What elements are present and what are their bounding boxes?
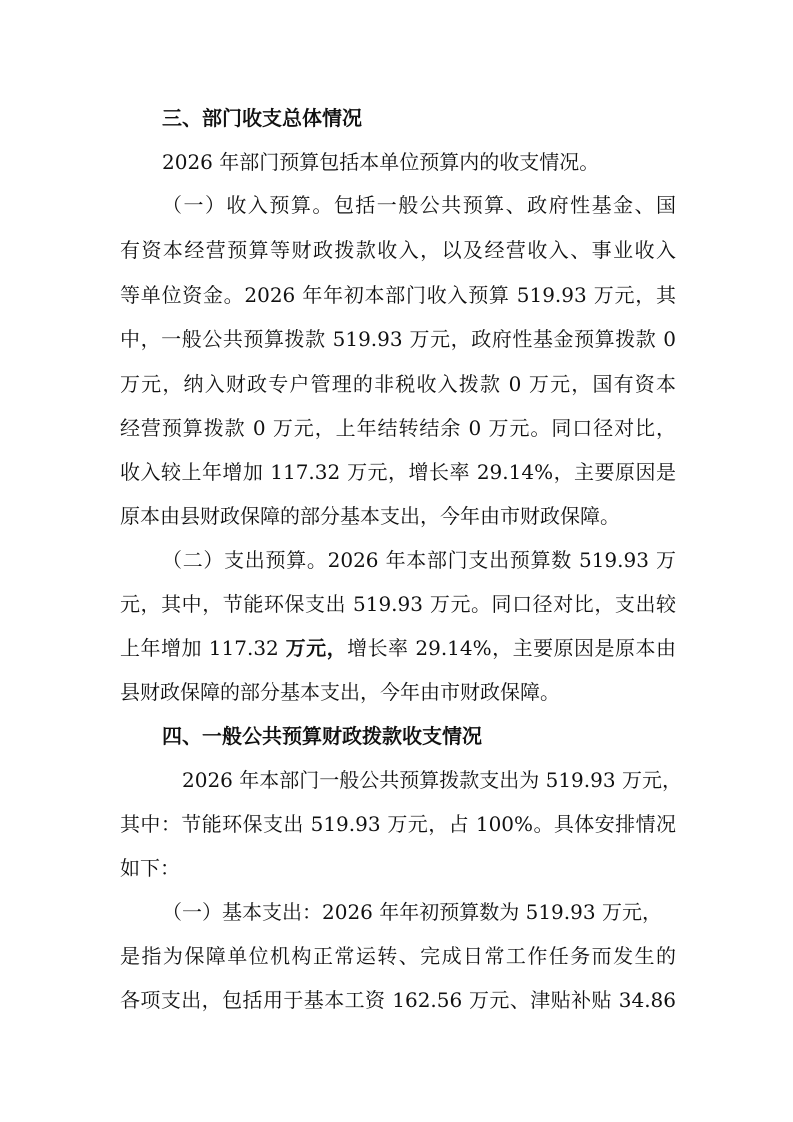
income-line-8: 原本由县财政保障的部分基本支出，今年由市财政保障。 <box>120 504 620 528</box>
basic-line-2: 是指为保障单位机构正常运转、完成日常工作任务而发生的 <box>120 944 676 968</box>
income-line-6: 经营预算拨款 0 万元，上年结转结余 0 万元。同口径对比， <box>120 416 676 440</box>
income-line-4: 中，一般公共预算拨款 519.93 万元，政府性基金预算拨款 0 <box>120 327 676 351</box>
section-4-heading: 四、一般公共预算财政拨款收支情况 <box>162 724 482 748</box>
basic-line-3: 各项支出，包括用于基本工资 162.56 万元、津贴补贴 34.86 <box>120 988 676 1012</box>
income-line-2: 有资本经营预算等财政拨款收入，以及经营收入、事业收入 <box>120 238 676 262</box>
expense-line-3-bold-unit: 万元， <box>285 636 348 660</box>
income-line-3: 等单位资金。2026 年年初本部门收入预算 519.93 万元，其 <box>120 283 676 307</box>
expense-line-2: 元，其中，节能环保支出 519.93 万元。同口径对比，支出较 <box>120 592 676 616</box>
general-line-3: 如下： <box>120 856 180 880</box>
income-line-7: 收入较上年增加 117.32 万元，增长率 29.14%，主要原因是 <box>120 460 676 484</box>
basic-line-1: （一）基本支出：2026 年年初预算数为 519.93 万元， <box>162 900 662 924</box>
expense-line-1: （二）支出预算。2026 年本部门支出预算数 519.93 万 <box>162 548 676 572</box>
expense-line-3-end: 增长率 29.14%，主要原因是原本由 <box>347 636 677 660</box>
section-3-heading: 三、部门收支总体情况 <box>162 106 362 130</box>
general-line-1: 2026 年本部门一般公共预算拨款支出为 519.93 万元， <box>182 768 682 792</box>
income-line-1: （一）收入预算。包括一般公共预算、政府性基金、国 <box>162 193 676 217</box>
expense-line-4: 县财政保障的部分基本支出，今年由市财政保障。 <box>120 680 560 704</box>
expense-line-3 <box>120 636 676 660</box>
expense-line-3-start: 上年增加 117.32 <box>120 636 286 660</box>
income-line-5: 万元，纳入财政专户管理的非税收入拨款 0 万元，国有资本 <box>120 372 676 396</box>
intro-paragraph: 2026 年部门预算包括本单位预算内的收支情况。 <box>162 150 600 174</box>
general-line-2: 其中：节能环保支出 519.93 万元，占 100%。具体安排情况 <box>120 812 676 836</box>
